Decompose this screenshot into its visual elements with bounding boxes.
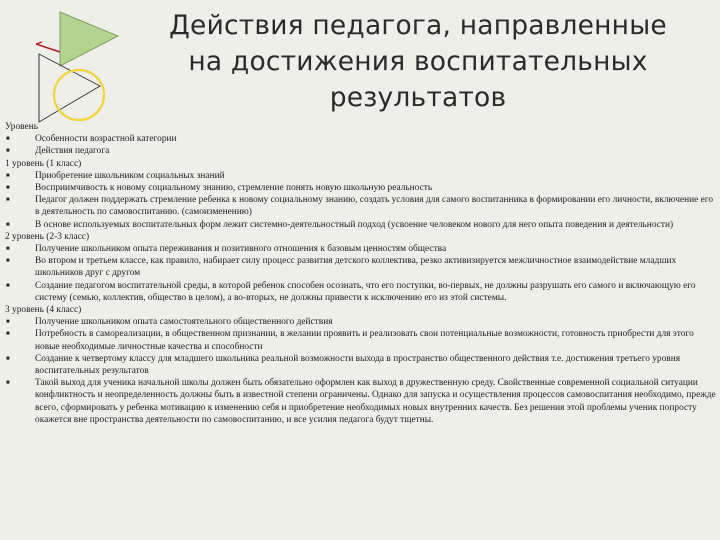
list-item <box>5 170 717 182</box>
list-item-text: Такой выход для ученика начальной школы должен быть обязательно оформлен как выход в дружественную среду. Свойственные современной социальной ситуации конфликтность и неопределенность должны быть в известной степени ограничены. Однако для запуска и осуществления процессов самовоспитания необходимо, прежде всего, сформировать у ребенка мотивацию к изменению себя и приобретение необходимых новых внутренних качеств. Без решения этой проблемы ученик попросту окажется вне пространства деятельности по самовоспитанию, и все усилия педагога будут тщетны. <box>35 378 716 425</box>
list-item <box>5 316 717 328</box>
square-bullet-icon: ■ <box>6 355 10 362</box>
title-line-3: результатов <box>329 82 507 113</box>
list-item <box>5 377 717 426</box>
list-item-text: Особенности возрастной категории <box>35 134 177 145</box>
level-heading: Уровень <box>5 122 39 132</box>
square-bullet-icon: ■ <box>6 136 10 143</box>
square-bullet-icon: ■ <box>6 197 10 204</box>
list-item-text: Во втором и третьем классе, как правило, набирает силу процесс развития детского коллектива, резко активизируется межличностное взаимодействие младших школьников друг с другом <box>35 256 677 279</box>
list-item-text: Получение школьником опыта переживания и позитивного отношения к базовым ценностям общества <box>35 244 447 255</box>
red-tick <box>36 42 42 44</box>
list-item <box>5 219 717 231</box>
level-heading: 2 уровень (2-3 класс) <box>5 231 90 242</box>
list-item-text: Действия педагога <box>35 146 110 157</box>
list-item <box>5 328 717 352</box>
list-item <box>5 243 717 255</box>
list-item-text: Создание педагогом воспитательной среды, в которой ребенок способен осознать, что его поступки, во-первых, не должны разрушать его самого и включающую его систему (семью, коллектив, общество в целом), а во-вторых, не должны привести к исключению его из этой системы. <box>35 280 696 303</box>
title-line-2: на достижения воспитательных <box>188 46 648 77</box>
square-bullet-icon: ■ <box>6 319 10 326</box>
triangle-circle-decoration <box>0 0 160 125</box>
list-item <box>5 133 717 145</box>
list-item-text: Восприимчивость к новому социальному знанию, стремление понять новую школьную реальность <box>35 183 433 194</box>
level-heading: 3 уровень (4 класс) <box>5 305 82 316</box>
square-bullet-icon: ■ <box>6 380 10 387</box>
square-bullet-icon: ■ <box>6 258 10 265</box>
list-item-text: Педагог должен поддержать стремление ребенка к новому социальному знанию, создать условия для самого воспитанника в формировании его личности, включение его в деятельность по самовоспитанию. (самоизменению) <box>35 195 714 218</box>
list-item <box>5 194 717 218</box>
triangle-shape <box>60 12 118 66</box>
red-line <box>36 44 60 52</box>
square-bullet-icon: ■ <box>6 331 10 338</box>
content-list <box>5 121 717 426</box>
list-item-text: Создание к четвертому классу для младшего школьника реальной возможности выхода в пространство общественного действия т.е. достижения третьего уровня воспитательных результатов <box>35 353 681 377</box>
level-heading: 1 уровень (1 класс) <box>5 158 82 169</box>
square-bullet-icon: ■ <box>6 148 10 155</box>
yellow-circle <box>54 70 104 120</box>
list-item-text: В основе используемых воспитательных форм лежит системно-деятельностный подход (усвоение человеком нового для него опыта поведения и деятельности) <box>35 219 674 230</box>
title-line-1: Действия педагога, направленные <box>169 10 667 41</box>
list-item <box>5 255 717 279</box>
list-item <box>5 280 717 304</box>
outline-triangle <box>39 54 100 122</box>
list-item-text: Потребность в самореализации, в общественном признании, в желании проявить и реализовать свои потенциальные возможности, готовность приобрести для этого новые необходимые личностные качества и способности <box>35 329 694 352</box>
list-item-text: Получение школьником опыта самостоятельного общественного действия <box>35 317 333 328</box>
list-item <box>5 353 717 377</box>
page-title <box>148 8 688 116</box>
square-bullet-icon: ■ <box>6 246 10 253</box>
list-item <box>5 182 717 194</box>
square-bullet-icon: ■ <box>6 282 10 289</box>
square-bullet-icon: ■ <box>6 221 10 228</box>
list-item <box>5 145 717 157</box>
square-bullet-icon: ■ <box>6 185 10 192</box>
list-item-text: Приобретение школьником социальных знаний <box>35 170 225 181</box>
square-bullet-icon: ■ <box>6 172 10 179</box>
